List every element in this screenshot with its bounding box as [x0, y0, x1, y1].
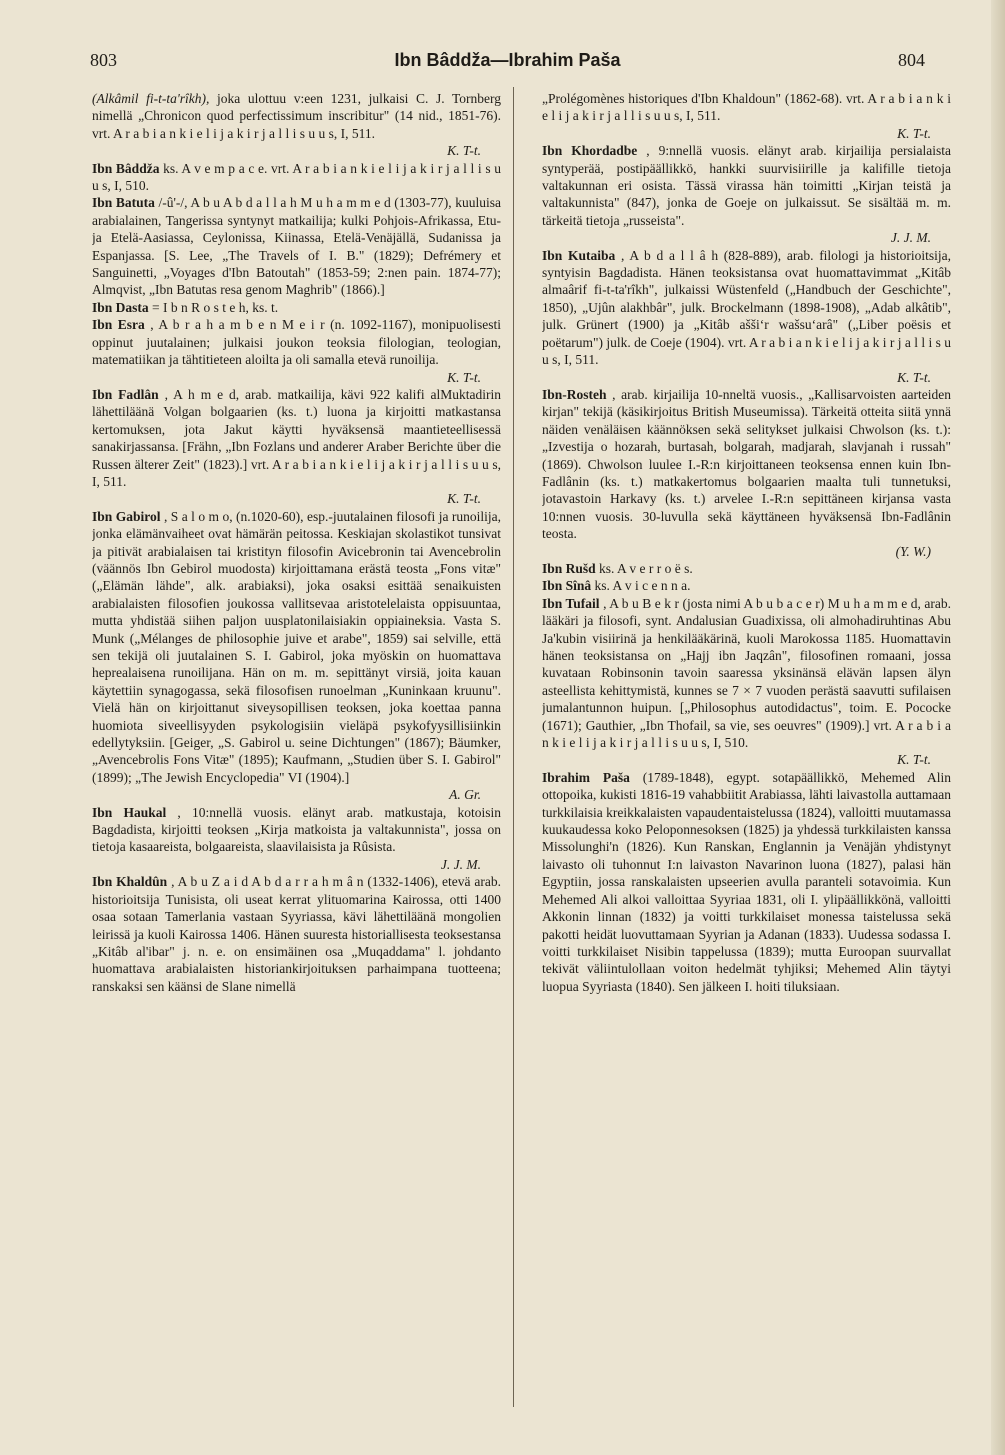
- entry-headword: Ibrahim Paša: [542, 769, 630, 785]
- entry-headword: Ibn Tufail: [542, 595, 600, 611]
- entry-text: , 9:nnellä vuosis. elänyt arab. kirjailija persialaista syntyperää, postipäällikkö, hankki suurvisiirille ja kalifille tietoja valtakunnan eri osista. Tässä virassa hän toimitti „Kirjan teistä ja valtakunnista" (847), jonka de Goeje on julkaissut. Se sisältää m. m. tärkeitä tietoja „russeista".: [542, 143, 951, 228]
- dictionary-entry: [542, 247, 951, 386]
- entry-signature: K. T-t.: [897, 752, 931, 768]
- dictionary-entry: [542, 577, 951, 594]
- entry-text: , A b r a h a m b e n M e i r (n. 1092-1167), monipuolisesti oppinut juutalainen; julkaisi joukon teoksia filologian, teologian, matematiikan ja tähtitieteen aloilta ja oli samalla etevä runoilija.: [92, 317, 501, 368]
- continuation-signature: K. T-t.: [447, 143, 481, 159]
- entry-text: , arab. kirjailija 10-nneltä vuosis., „Kallisarvoisten aarteiden kirjan" tekijä (käsikirjoitus British Museumissa). Tärkeitä otteita siitä ynnä näiden venäläisen käännöksen sekä selitykset julkaisi Chwolson (ks. t.): „Izvestija o hozarah, burtasah, bolgarah, madjarah, slavjanah i russah" (1869). Chwolson luulee I.-R:n kirjoittaneen teoksensa ennen kuin Ibn-Fadlânin (ks. t.) matkakertomus bolgaarien maalta tuli tunnetuksi, jotavastoin Harkavy (ks. t.) arvelee I.-R:n sepittäneen kirjansa vasta 10:nnen vuosis. 30-luvulla sekä käyttäneen hyväksensä Ibn-Fadlânin teosta.: [542, 386, 951, 542]
- dictionary-entry: [92, 804, 501, 874]
- dictionary-entry: [542, 769, 951, 995]
- dictionary-entry: [542, 386, 951, 560]
- entry-headword: Ibn Esra: [92, 317, 145, 333]
- entry-headword: Ibn Khaldûn: [92, 874, 168, 890]
- running-title: Ibn Bâddža—Ibrahim Paša: [394, 50, 621, 70]
- entry-text: ks. A v e m p a c e. vrt. A r a b i a n k i e l i j a k i r j a l l i s u u s, I, 510.: [92, 160, 501, 194]
- entry-text: , A b d a l l â h (828-889), arab. filologi ja historioitsija, syntyisin Bagdadista. Hänen teoksistansa ovat huomattavimmat „Kitâb almaârif fi-t-ta'rîkh", julkaissi Wüstenfeld („Handbuch der Geschichte", 1850), „Ujûn alakhbâr", julk. Brockelmann (1898-1908), „Adab alkâtib", julk. Grünert (1900) ja „Kitâb aššiʻr wašsuʻarâ" („Liber poësis et poëtarum") julk. de Coeje (1904). vrt. A r a b i a n k i e l i j a k i r j a l l i s u u s, I, 511.: [542, 247, 951, 368]
- dictionary-entry: [92, 508, 501, 804]
- dictionary-entry: [92, 299, 501, 316]
- entry-signature: J. J. M.: [890, 230, 931, 246]
- entry-signature: A. Gr.: [449, 787, 481, 803]
- entry-text: /-û'-/, A b u A b d a l l a h M u h a m m e d (1303-77), kuuluisa arabialainen, Tangerissa syntynyt matkailija; kulki Pohjois-Afrikassa, Etu- ja Etelä-Aasiassa, Ceylonissa, Kiinassa, Etelä-Venäjällä, Sudanissa ja Espanjassa. [S. Lee, „The Travels of I. B." (1829); Defrémery et Sanguinetti, „Voyages d'Ibn Batoutah" (1853-59; 2:nen pain. 1874-77); Almqvist, „Ibn Batutas resa genom Maghrib" (1866).]: [92, 195, 501, 298]
- dictionary-entry: [542, 595, 951, 769]
- entry-text: = I b n R o s t e h, ks. t.: [152, 299, 279, 315]
- entry-text: , 10:nnellä vuosis. elänyt arab. matkustaja, kotoisin Bagdadista, kirjoitti teoksen „Kirja matkoista ja valtakunnista", jossa on tietoja kasaareista, bolgaareista, slaavilaisista ja Rûsista.: [92, 804, 501, 855]
- dictionary-entry: [542, 142, 951, 246]
- dictionary-entry: [92, 873, 501, 995]
- dictionary-entry: [542, 560, 951, 577]
- entry-headword: Ibn-Rosteh: [542, 386, 607, 402]
- left-entries: [92, 160, 501, 996]
- entry-headword: Ibn Khordadbe: [542, 143, 638, 159]
- dictionary-entry: [92, 194, 501, 298]
- dictionary-entry: [92, 316, 501, 386]
- entry-headword: Ibn Sînâ: [542, 578, 592, 594]
- entry-headword: Ibn Gabirol: [92, 508, 161, 524]
- entry-text: , A b u B e k r (josta nimi A b u b a c e r) M u h a m m e d, arab. lääkäri ja filosofi, synt. Andalusian Guadixissa, oli almohadiruhtinas Abu Ja'kubin visiirinä ja henkilääkärinä, kuoli Marokossa 1185. Huomattavin hänen teoksistansa on „Hajj ibn Jaqzân", filosofinen romaani, jossa kuvataan Robinsonin tavoin saaressa yksinänsä elävän lapsen älyn asteellista kehittymistä, kunnes se 7 × 7 vuoden perästä saavutti sufilaisen jumalantunnon huipun. [„Philosophus autodidactus", toim. E. Pococke (1671); Gauthier, „Ibn Thofail, sa vie, ses oeuvres" (1909).] vrt. A r a b i a n k i e l i j a k i r j a l l i s u u s, I, 510.: [542, 595, 951, 751]
- continuation-text: joka ulottuu v:een 1231, julkaisi C. J. Tornberg nimellä „Chronicon quod perfectissimum inscribitur" (14 nid., 1851-76). vrt. A r a b i a n k i e l i j a k i r j a l l i s u u s, I, 511.: [92, 91, 501, 141]
- page-number-right: 804: [898, 50, 925, 70]
- entry-text: ks. A v i c e n n a.: [594, 578, 691, 594]
- dictionary-entry: [92, 160, 501, 195]
- page-header: [90, 50, 925, 78]
- page-edge: [991, 0, 1005, 1455]
- entry-headword: Ibn Kutaiba: [542, 247, 616, 263]
- entry-signature: K. T-t.: [897, 369, 931, 385]
- entry-headword: Ibn Batuta: [92, 195, 155, 211]
- column-divider: [513, 87, 514, 1407]
- continuation-text: „Prolégomènes historiques d'Ibn Khaldoun" (1862-68). vrt. A r a b i a n k i e l i j a k i r j a l l i s u u s, I, 511.: [542, 91, 951, 124]
- continuation-signature: K. T-t.: [897, 125, 931, 141]
- entry-headword: Ibn Bâddža: [92, 160, 160, 176]
- entry-signature: J. J. M.: [440, 856, 481, 872]
- entry-text: ks. A v e r r o ë s.: [599, 560, 693, 576]
- left-column: [92, 90, 501, 1410]
- entry-signature: K. T-t.: [447, 491, 481, 507]
- right-column: [542, 90, 951, 1410]
- page-number-left: 803: [90, 50, 117, 70]
- entry-headword: Ibn Fadlân: [92, 386, 159, 402]
- entry-text: , S a l o m o, (n.1020-60), esp.-juutalainen filosofi ja runoilija, jonka elämänvaiheet ovat hämärän peitossa. Keskiajan skolastikot tunsivat ja pitivät arabialaisen tai kristityn filosofin Avicebronin tai Avencebrolin (väännös Ibn Gebirol muodosta) kirjoittamana erästä teosta „Fons vitæ" („Elämän lähde", alk. arabiaksi), joka osaksi esittää senaikuisten arabialaisten filosofien joukossa vallitsevaa aristotelelaista oppisuuntaa, mutta yhdistää siihen paljon uusplatonilaisiakin oppiaineksia. Vasta S. Munk („Mélanges de philosophie juive et arabe", 1859) sai selville, että sen tekijä oli juutalainen S. I. Gabirol, joka myöskin on huomattava heprealaisena runoilijana. Hän on m. m. sepittänyt virsiä, joita kauan käytettiin synagogassa, sekä filosofisen runoelman „Kuninkaan kruunu". Vielä hän on kirjoittanut siveysopillisen teoksen, joka koettaa panna huomiota siveellisyyden psykologisiin vieläpä psykofyysillisiinkin edellytyksiin. [Geiger, „S. Gabirol u. seine Dichtungen" (1867); Bäumker, „Avencebrolis Fons Vitæ" (1895); Kaufmann, „Studien über S. I. Gabirol" (1899); „The Jewish Encyclopedia" VI (1904).]: [92, 508, 501, 785]
- entry-text: , A h m e d, arab. matkailija, kävi 922 kalifi alMuktadirin lähettiläänä Volgan bolgaarien (ks. t.) luona ja kirjoitti matkastansa kertomuksen, jota Jakut käytti hyväksensä maantieteellisessä sanakirjassansa. [Frähn, „Ibn Fozlans und anderer Araber Berichte über die Russen älterer Zeit" (1823).] vrt. A r a b i a n k i e l i j a k i r j a l l i s u u s, I, 511.: [92, 386, 501, 489]
- entry-text: (1789-1848), egypt. sotapäällikkö, Mehemed Alin ottopoika, kukisti 1816-19 vahabbiitit Arabiassa, lähti laivastolla auttamaan turkkilaisia kreikkalaisten vapaudentaistelussa (1824), valloitti muutamassa kuukaudessa koko Peloponnesoksen (1825) ja yhdessä turkkilaisten kanssa Missolunghi'n (1826). Kun Ranskan, Englannin ja Venäjän yhdistynyt laivasto oli tuhonnut I:n laivaston Navarinon luona (1827), palasi hän Egyptiin, jossa ranskalaisten upseerien avulla paranteli sotavoimia. Kun Mehemed Ali alkoi valloittaa Syyriaa 1831, oli I. ylipäällikkönä, valloitti Akkonin linnan (1832) ja voitti turkkilaiset monessa taistelussa sekä pakotti heidät luovuttamaan Syyrian ja Adanan (1833). Uudessa sodassa I. voitti turkkilaiset Nisibin tappelussa (1839); mutta Euroopan suurvallat tekivät väliintulollaan voiton hedelmät tyhjiksi; Mehemed Alin täytyi luopua Syyriasta (1840). Sen jälkeen I. hoiti tiluksiaan.: [542, 769, 951, 994]
- entry-headword: Ibn Rušd: [542, 560, 596, 576]
- right-entries: [542, 142, 951, 995]
- dictionary-entry: [92, 386, 501, 508]
- continuation-entry: [542, 90, 951, 142]
- entry-headword: Ibn Haukal: [92, 804, 167, 820]
- entry-signature: K. T-t.: [447, 369, 481, 385]
- continuation-italic: (Alkâmil fi-t-ta'rîkh),: [92, 91, 210, 106]
- entry-headword: Ibn Dasta: [92, 299, 149, 315]
- continuation-entry: [92, 90, 501, 160]
- entry-text: , A b u Z a i d A b d a r r a h m â n (1332-1406), etevä arab. historioitsija Tunisista, oli useat kerrat ylituomarina Kairossa, otti 1400 osaa sotaan Tamerlania vastaan Syyriassa, kävi lähettiläänä mongolien leirissä ja kuoli Kairossa 1406. Hänen suuresta historiallisesta teoksestansa „Kitâb al'ibar" j. n. e. on ensimäinen osa „Muqaddama" l. johdanto huomattava arabialaisten historiankirjoituksen parhaimpana tuotteena; ranskaksi sen käänsi de Slane nimellä: [92, 874, 501, 994]
- entry-signature: (Y. W.): [895, 543, 931, 559]
